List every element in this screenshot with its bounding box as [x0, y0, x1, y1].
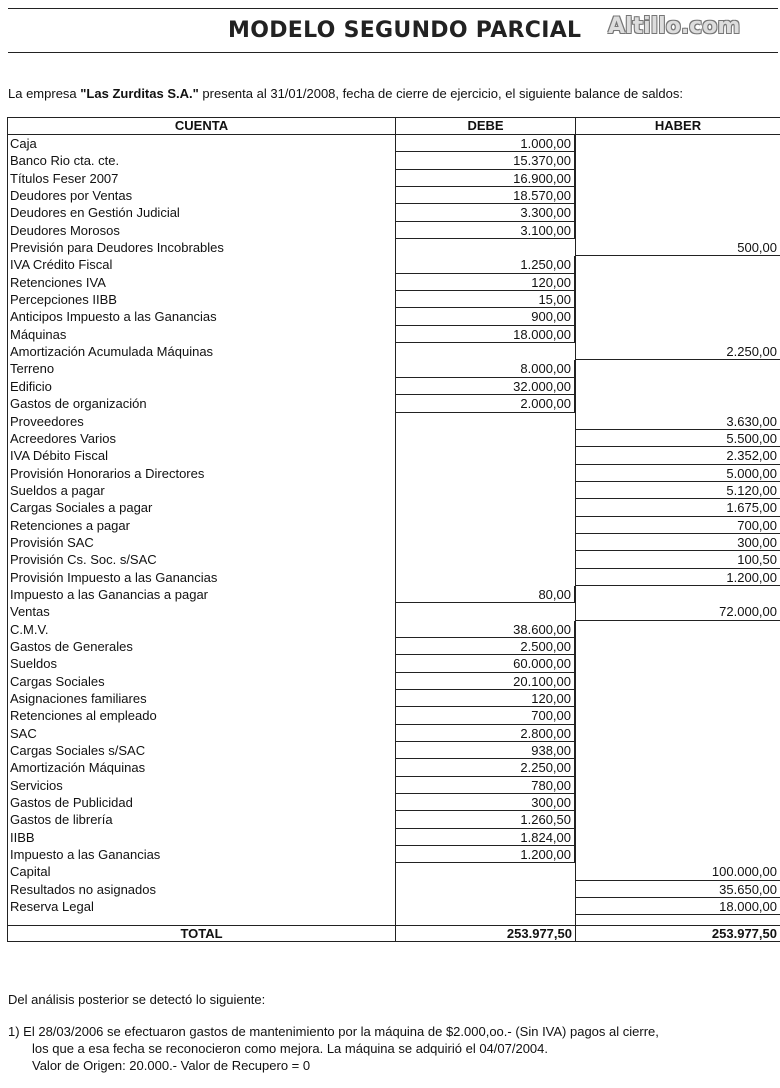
cell-debe	[395, 465, 575, 482]
cell-haber: 300,00	[575, 534, 780, 551]
item1-line1: 1) El 28/03/2006 se efectuaron gastos de mantenimiento por la máquina de $2.000,oo.- (Sin IVA) pagos al cierre,	[8, 1024, 659, 1039]
cell-debe	[395, 551, 575, 568]
cell-debe: 3.100,00	[395, 222, 575, 239]
cell-debe: 20.100,00	[395, 673, 575, 690]
cell-cuenta: Máquinas	[10, 326, 67, 342]
table-row	[8, 187, 780, 204]
table-body	[8, 135, 780, 915]
table-row	[8, 152, 780, 169]
table-row	[8, 898, 780, 915]
total-haber: 253.977,50	[575, 926, 780, 941]
table-row	[8, 499, 780, 516]
cell-haber	[575, 222, 780, 239]
table-row	[8, 222, 780, 239]
cell-haber	[575, 742, 780, 759]
brand-logo[interactable]: Altillo.com	[608, 14, 741, 39]
cell-cuenta: Servicios	[10, 777, 63, 793]
cell-cuenta: Impuesto a las Ganancias	[10, 847, 161, 863]
cell-debe: 38.600,00	[395, 621, 575, 638]
cell-haber	[575, 655, 780, 672]
cell-debe: 1.824,00	[395, 829, 575, 846]
table-row	[8, 638, 780, 655]
cell-cuenta: Provisión Impuesto a las Ganancias	[10, 569, 218, 585]
cell-debe: 18.000,00	[395, 326, 575, 343]
table-row	[8, 655, 780, 672]
table-spacer-row	[8, 915, 780, 925]
cell-haber: 2.250,00	[575, 343, 780, 360]
table-row	[8, 603, 780, 620]
cell-debe: 15,00	[395, 291, 575, 308]
table-row	[8, 621, 780, 638]
cell-haber	[575, 638, 780, 655]
cell-cuenta: Provisión SAC	[10, 534, 94, 550]
cell-haber	[575, 360, 780, 377]
cell-haber	[575, 395, 780, 412]
cell-haber	[575, 291, 780, 308]
cell-cuenta: Deudores Morosos	[10, 222, 120, 238]
table-row	[8, 725, 780, 742]
cell-haber	[575, 690, 780, 707]
table-row	[8, 759, 780, 776]
cell-debe: 8.000,00	[395, 360, 575, 377]
cell-debe: 2.500,00	[395, 638, 575, 655]
cell-haber: 1.675,00	[575, 499, 780, 516]
table-row	[8, 517, 780, 534]
cell-debe: 16.900,00	[395, 170, 575, 187]
header-top-rule	[8, 8, 778, 9]
table-row	[8, 135, 780, 152]
cell-debe: 32.000,00	[395, 378, 575, 395]
cell-haber	[575, 308, 780, 325]
table-row	[8, 881, 780, 898]
cell-cuenta: Cargas Sociales a pagar	[10, 500, 153, 516]
cell-debe: 1.000,00	[395, 135, 575, 152]
cell-haber	[575, 811, 780, 828]
cell-debe	[395, 881, 575, 898]
cell-cuenta: Proveedores	[10, 413, 84, 429]
cell-haber	[575, 586, 780, 603]
cell-debe	[395, 603, 575, 620]
table-row	[8, 308, 780, 325]
intro-after: presenta al 31/01/2008, fecha de cierre de ejercicio, el siguiente balance de saldos:	[198, 86, 684, 101]
cell-cuenta: Cargas Sociales s/SAC	[10, 743, 146, 759]
cell-cuenta: Ventas	[10, 604, 50, 620]
cell-cuenta: Gastos de Publicidad	[10, 795, 133, 811]
cell-debe: 2.000,00	[395, 395, 575, 412]
cell-haber	[575, 759, 780, 776]
cell-haber	[575, 846, 780, 863]
cell-haber: 18.000,00	[575, 898, 780, 915]
cell-cuenta: Reserva Legal	[10, 899, 94, 915]
cell-debe	[395, 863, 575, 880]
cell-cuenta: Deudores en Gestión Judicial	[10, 205, 180, 221]
table-row	[8, 690, 780, 707]
cell-debe: 15.370,00	[395, 152, 575, 169]
cell-cuenta: Capital	[10, 864, 51, 880]
cell-cuenta: Amortización Máquinas	[10, 760, 146, 776]
cell-debe: 2.800,00	[395, 725, 575, 742]
cell-debe: 120,00	[395, 274, 575, 291]
table-header-row	[8, 118, 780, 135]
table-row	[8, 274, 780, 291]
cell-cuenta: Caja	[10, 136, 37, 151]
cell-cuenta: Previsión para Deudores Incobrables	[10, 240, 224, 256]
table-row	[8, 170, 780, 187]
cell-haber	[575, 135, 780, 152]
table-row	[8, 777, 780, 794]
cell-cuenta: Títulos Feser 2007	[10, 170, 119, 186]
header-debe: DEBE	[395, 118, 575, 134]
cell-debe	[395, 482, 575, 499]
table-row	[8, 586, 780, 603]
table-row	[8, 742, 780, 759]
table-row	[8, 395, 780, 412]
intro-paragraph	[8, 86, 683, 101]
header-bottom-rule	[8, 52, 778, 53]
cell-haber	[575, 794, 780, 811]
cell-haber: 100.000,00	[575, 863, 780, 880]
header-haber: HABER	[575, 118, 780, 134]
cell-haber	[575, 187, 780, 204]
cell-cuenta: Gastos de librería	[10, 812, 113, 828]
cell-debe: 780,00	[395, 777, 575, 794]
cell-cuenta: Sueldos a pagar	[10, 482, 105, 498]
cell-haber: 100,50	[575, 551, 780, 568]
cell-haber: 72.000,00	[575, 603, 780, 620]
cell-haber: 35.650,00	[575, 881, 780, 898]
cell-haber	[575, 621, 780, 638]
cell-cuenta: IVA Débito Fiscal	[10, 448, 109, 464]
table-row	[8, 482, 780, 499]
cell-debe: 1.200,00	[395, 846, 575, 863]
cell-haber	[575, 274, 780, 291]
total-label: TOTAL	[180, 926, 223, 942]
cell-cuenta: IIBB	[10, 829, 35, 845]
cell-debe	[395, 517, 575, 534]
cell-debe: 3.300,00	[395, 204, 575, 221]
cell-cuenta: IVA Crédito Fiscal	[10, 257, 113, 273]
cell-debe	[395, 499, 575, 516]
table-row	[8, 326, 780, 343]
cell-haber: 2.352,00	[575, 447, 780, 464]
company-name: "Las Zurditas S.A."	[80, 86, 199, 101]
page-title: MODELO SEGUNDO PARCIAL	[228, 18, 582, 43]
cell-debe: 18.570,00	[395, 187, 575, 204]
table-row	[8, 534, 780, 551]
cell-cuenta: Retenciones a pagar	[10, 517, 130, 533]
cell-cuenta: Amortización Acumulada Máquinas	[10, 344, 214, 360]
header-cuenta: CUENTA	[174, 118, 229, 133]
cell-debe: 60.000,00	[395, 655, 575, 672]
cell-cuenta: Acreedores Varios	[10, 430, 116, 446]
cell-cuenta: Gastos de Generales	[10, 638, 133, 654]
item1-line2: los que a esa fecha se reconocieron como mejora. La máquina se adquirió el 04/07/2004.	[32, 1041, 548, 1056]
table-row	[8, 465, 780, 482]
cell-debe	[395, 569, 575, 586]
table-row	[8, 673, 780, 690]
spacer-cuenta	[8, 915, 395, 925]
cell-cuenta: Gastos de organización	[10, 396, 147, 412]
table-total-row	[8, 925, 780, 941]
table-row	[8, 794, 780, 811]
cell-cuenta: Anticipos Impuesto a las Ganancias	[10, 309, 217, 325]
balance-table	[7, 117, 780, 942]
cell-cuenta: Impuesto a las Ganancias a pagar	[10, 586, 209, 602]
cell-cuenta: Sueldos	[10, 656, 57, 672]
cell-haber: 5.120,00	[575, 482, 780, 499]
cell-debe	[395, 898, 575, 915]
cell-cuenta: Asignaciones familiares	[10, 691, 147, 706]
cell-debe: 2.250,00	[395, 759, 575, 776]
analysis-item-1	[8, 1023, 778, 1074]
cell-debe: 700,00	[395, 707, 575, 724]
table-row	[8, 256, 780, 273]
cell-haber: 700,00	[575, 517, 780, 534]
cell-cuenta: Provisión Cs. Soc. s/SAC	[10, 552, 157, 568]
cell-cuenta: Retenciones IVA	[10, 274, 106, 290]
table-row	[8, 413, 780, 430]
table-row	[8, 239, 780, 256]
cell-cuenta: Terreno	[10, 361, 55, 377]
table-row	[8, 378, 780, 395]
cell-haber	[575, 152, 780, 169]
table-row	[8, 569, 780, 586]
table-row	[8, 430, 780, 447]
cell-haber	[575, 777, 780, 794]
cell-haber	[575, 326, 780, 343]
cell-debe: 900,00	[395, 308, 575, 325]
cell-cuenta: Provisión Honorarios a Directores	[10, 465, 205, 481]
cell-cuenta: Deudores por Ventas	[10, 188, 133, 204]
analysis-intro: Del análisis posterior se detectó lo siguiente:	[8, 992, 266, 1007]
cell-debe: 80,00	[395, 586, 575, 603]
table-row	[8, 291, 780, 308]
table-row	[8, 846, 780, 863]
cell-haber: 5.500,00	[575, 430, 780, 447]
spacer-debe	[395, 915, 575, 925]
total-debe: 253.977,50	[395, 926, 575, 941]
cell-debe	[395, 534, 575, 551]
cell-cuenta: Percepciones IIBB	[10, 292, 117, 308]
table-row	[8, 204, 780, 221]
cell-debe: 1.260,50	[395, 811, 575, 828]
cell-haber	[575, 725, 780, 742]
cell-cuenta: SAC	[10, 725, 37, 741]
item1-line3: Valor de Origen: 20.000.- Valor de Recupero = 0	[32, 1058, 311, 1073]
cell-debe	[395, 413, 575, 430]
table-row	[8, 447, 780, 464]
cell-debe: 938,00	[395, 742, 575, 759]
cell-haber: 500,00	[575, 239, 780, 256]
cell-haber	[575, 170, 780, 187]
cell-debe	[395, 430, 575, 447]
cell-cuenta: Retenciones al empleado	[10, 708, 157, 724]
cell-cuenta: Resultados no asignados	[10, 881, 156, 897]
cell-haber	[575, 256, 780, 273]
cell-debe	[395, 343, 575, 360]
cell-cuenta: Banco Rio cta. cte.	[10, 153, 120, 169]
cell-haber	[575, 829, 780, 846]
cell-haber	[575, 204, 780, 221]
table-row	[8, 863, 780, 880]
table-row	[8, 551, 780, 568]
cell-debe: 300,00	[395, 794, 575, 811]
cell-debe	[395, 239, 575, 256]
cell-haber	[575, 378, 780, 395]
cell-haber: 5.000,00	[575, 465, 780, 482]
table-row	[8, 707, 780, 724]
cell-cuenta: Edificio	[10, 378, 52, 394]
cell-cuenta: Cargas Sociales	[10, 673, 105, 689]
cell-debe: 1.250,00	[395, 256, 575, 273]
cell-haber: 1.200,00	[575, 569, 780, 586]
intro-before: La empresa	[8, 86, 81, 101]
cell-debe	[395, 447, 575, 464]
spacer-haber	[575, 915, 780, 925]
cell-debe: 120,00	[395, 690, 575, 707]
cell-haber: 3.630,00	[575, 413, 780, 430]
table-row	[8, 811, 780, 828]
cell-haber	[575, 707, 780, 724]
cell-cuenta: C.M.V.	[10, 621, 49, 637]
table-row	[8, 829, 780, 846]
table-row	[8, 360, 780, 377]
table-row	[8, 343, 780, 360]
cell-haber	[575, 673, 780, 690]
